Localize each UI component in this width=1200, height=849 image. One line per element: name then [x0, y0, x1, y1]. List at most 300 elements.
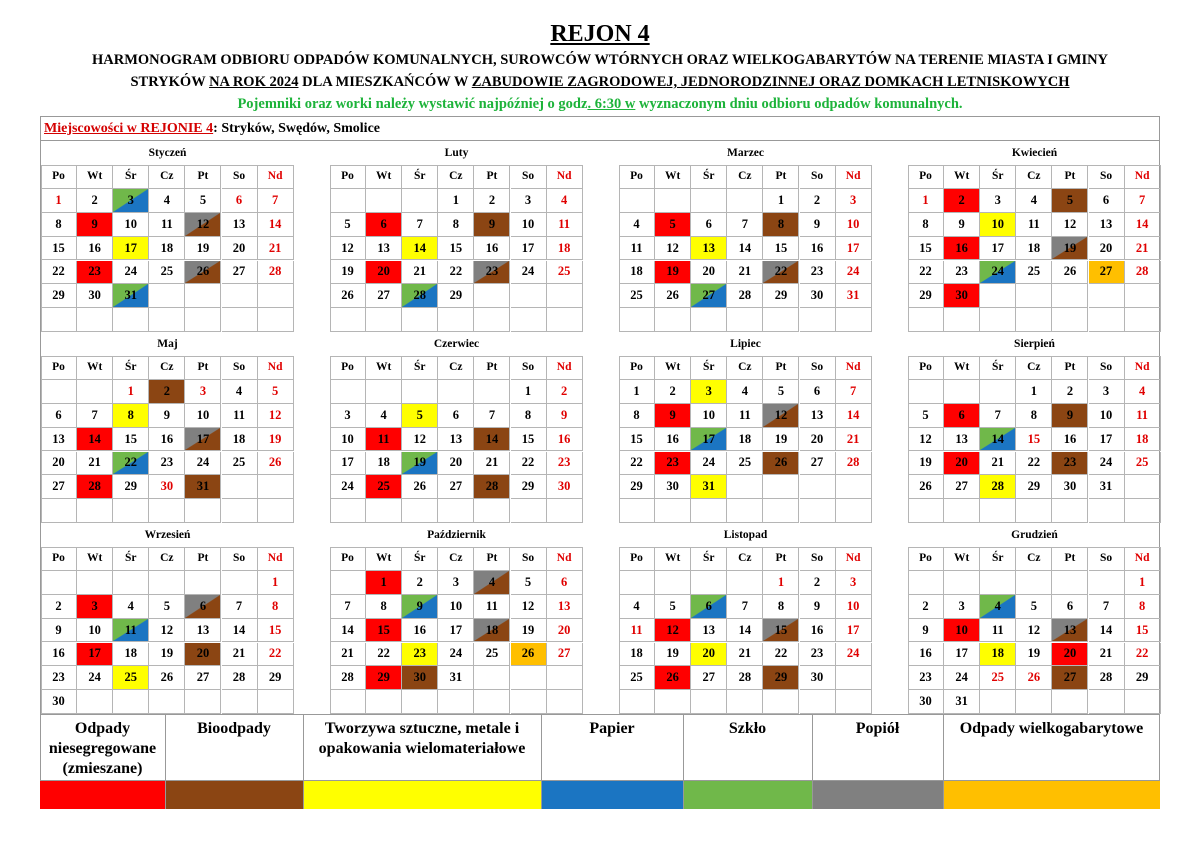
day-cell: 5 — [763, 380, 799, 404]
day-cell: 4 — [619, 213, 655, 237]
empty-cell — [41, 308, 77, 332]
empty-cell — [222, 475, 258, 499]
legend-separator — [165, 715, 166, 809]
legend-label: Szkło — [728, 720, 767, 737]
day-cell: 27 — [691, 284, 727, 308]
month-title: Marzec — [726, 147, 765, 159]
day-cell: 11 — [222, 404, 258, 428]
day-cell: 17 — [980, 237, 1016, 261]
empty-cell — [944, 499, 980, 523]
weekday-header: Po — [41, 165, 77, 189]
day-cell: 23 — [77, 261, 113, 285]
legend-label: Odpady wielkogabarytowe — [959, 720, 1144, 737]
day-cell: 21 — [836, 428, 872, 452]
day-cell: 23 — [800, 643, 836, 667]
day-cell: 9 — [800, 213, 836, 237]
weekday-header: So — [511, 356, 547, 380]
day-cell: 28 — [727, 666, 763, 690]
empty-cell — [185, 308, 221, 332]
empty-cell — [908, 380, 944, 404]
day-cell: 14 — [727, 237, 763, 261]
day-cell: 3 — [980, 189, 1016, 213]
day-cell: 16 — [77, 237, 113, 261]
day-cell: 24 — [944, 666, 980, 690]
day-cell: 19 — [185, 237, 221, 261]
weekday-header: So — [511, 165, 547, 189]
day-cell: 3 — [836, 571, 872, 595]
month-4 — [908, 141, 1161, 332]
day-cell: 5 — [330, 213, 366, 237]
empty-cell — [77, 308, 113, 332]
empty-cell — [402, 189, 438, 213]
day-cell: 22 — [366, 643, 402, 667]
day-cell: 2 — [908, 595, 944, 619]
weekday-header: Pt — [185, 356, 221, 380]
empty-cell — [366, 308, 402, 332]
weekday-header: Wt — [77, 356, 113, 380]
empty-cell — [222, 571, 258, 595]
day-cell: 6 — [691, 213, 727, 237]
empty-cell — [1125, 284, 1161, 308]
empty-cell — [691, 308, 727, 332]
month-1 — [41, 141, 294, 332]
empty-cell — [149, 284, 185, 308]
weekday-header: Nd — [1125, 165, 1161, 189]
weekday-header: Pt — [1052, 356, 1088, 380]
weekday-header: Śr — [402, 547, 438, 571]
empty-cell — [402, 499, 438, 523]
empty-cell — [474, 666, 510, 690]
day-cell: 1 — [511, 380, 547, 404]
day-cell: 9 — [944, 213, 980, 237]
day-cell: 4 — [366, 404, 402, 428]
day-cell: 12 — [908, 428, 944, 452]
empty-cell — [944, 308, 980, 332]
legend-swatch — [943, 780, 1160, 809]
day-cell: 11 — [980, 619, 1016, 643]
day-cell: 24 — [113, 261, 149, 285]
empty-cell — [330, 380, 366, 404]
day-cell: 2 — [41, 595, 77, 619]
day-cell: 24 — [330, 475, 366, 499]
day-cell: 18 — [1016, 237, 1052, 261]
day-cell: 12 — [185, 213, 221, 237]
day-cell: 10 — [185, 404, 221, 428]
empty-cell — [980, 690, 1016, 714]
empty-cell — [1016, 499, 1052, 523]
day-cell: 17 — [77, 643, 113, 667]
empty-cell — [1052, 499, 1088, 523]
weekday-header: Wt — [944, 165, 980, 189]
day-cell: 24 — [77, 666, 113, 690]
weekday-header: Wt — [366, 165, 402, 189]
day-cell: 15 — [438, 237, 474, 261]
day-cell: 18 — [619, 261, 655, 285]
weekday-header: So — [800, 356, 836, 380]
day-cell: 21 — [77, 452, 113, 476]
day-cell: 12 — [1052, 213, 1088, 237]
empty-cell — [1016, 308, 1052, 332]
day-cell: 3 — [113, 189, 149, 213]
empty-cell — [800, 499, 836, 523]
day-cell: 8 — [258, 595, 294, 619]
empty-cell — [77, 380, 113, 404]
empty-cell — [547, 499, 583, 523]
day-cell: 17 — [113, 237, 149, 261]
day-cell: 20 — [944, 452, 980, 476]
day-cell: 14 — [1089, 619, 1125, 643]
empty-cell — [980, 499, 1016, 523]
empty-cell — [547, 284, 583, 308]
empty-cell — [113, 499, 149, 523]
day-cell: 3 — [511, 189, 547, 213]
day-cell: 19 — [655, 261, 691, 285]
day-cell: 1 — [763, 189, 799, 213]
day-cell: 16 — [402, 619, 438, 643]
weekday-header: Nd — [547, 165, 583, 189]
empty-cell — [402, 690, 438, 714]
weekday-header: Wt — [77, 547, 113, 571]
empty-cell — [185, 690, 221, 714]
day-cell: 24 — [438, 643, 474, 667]
empty-cell — [222, 690, 258, 714]
day-cell: 26 — [330, 284, 366, 308]
day-cell: 7 — [1089, 595, 1125, 619]
day-cell: 13 — [1052, 619, 1088, 643]
month-12 — [908, 523, 1161, 714]
weekday-header: Cz — [438, 165, 474, 189]
day-cell: 14 — [77, 428, 113, 452]
empty-cell — [258, 475, 294, 499]
weekday-header: Wt — [655, 356, 691, 380]
day-cell: 9 — [149, 404, 185, 428]
day-cell: 8 — [1016, 404, 1052, 428]
day-cell: 14 — [727, 619, 763, 643]
empty-cell — [727, 475, 763, 499]
weekday-header: Po — [908, 165, 944, 189]
weekday-header: Pt — [1052, 547, 1088, 571]
empty-cell — [77, 571, 113, 595]
day-cell: 27 — [800, 452, 836, 476]
month-title: Lipiec — [730, 338, 761, 350]
day-cell: 5 — [258, 380, 294, 404]
weekday-header: Śr — [691, 165, 727, 189]
day-cell: 9 — [402, 595, 438, 619]
empty-cell — [1052, 571, 1088, 595]
day-cell: 27 — [366, 284, 402, 308]
day-cell: 9 — [1052, 404, 1088, 428]
day-cell: 9 — [77, 213, 113, 237]
day-cell: 29 — [113, 475, 149, 499]
day-cell: 5 — [908, 404, 944, 428]
month-title: Grudzień — [1011, 529, 1058, 541]
day-cell: 21 — [980, 452, 1016, 476]
empty-cell — [1125, 690, 1161, 714]
day-cell: 25 — [1125, 452, 1161, 476]
day-cell: 21 — [727, 643, 763, 667]
empty-cell — [438, 380, 474, 404]
day-cell: 27 — [1052, 666, 1088, 690]
day-cell: 16 — [908, 643, 944, 667]
legend-label: Papier — [589, 720, 635, 737]
day-cell: 3 — [944, 595, 980, 619]
weekday-header: So — [222, 356, 258, 380]
day-cell: 18 — [113, 643, 149, 667]
day-cell: 6 — [185, 595, 221, 619]
empty-cell — [149, 308, 185, 332]
empty-cell — [402, 380, 438, 404]
day-cell: 18 — [619, 643, 655, 667]
legend-item — [541, 715, 683, 809]
empty-cell — [655, 690, 691, 714]
month-6 — [330, 332, 583, 523]
weekday-header: Pt — [185, 165, 221, 189]
day-cell: 11 — [619, 619, 655, 643]
day-cell: 19 — [511, 619, 547, 643]
empty-cell — [41, 571, 77, 595]
day-cell: 16 — [41, 643, 77, 667]
day-cell: 7 — [980, 404, 1016, 428]
weekday-header: Cz — [1016, 547, 1052, 571]
day-cell: 4 — [474, 571, 510, 595]
day-cell: 10 — [77, 619, 113, 643]
day-cell: 28 — [402, 284, 438, 308]
empty-cell — [1125, 475, 1161, 499]
empty-cell — [727, 571, 763, 595]
day-cell: 26 — [1052, 261, 1088, 285]
weekday-header: Cz — [727, 547, 763, 571]
empty-cell — [655, 189, 691, 213]
legend-item — [812, 715, 943, 809]
weekday-header: Wt — [944, 356, 980, 380]
day-cell: 26 — [149, 666, 185, 690]
day-cell: 25 — [547, 261, 583, 285]
day-cell: 31 — [944, 690, 980, 714]
day-cell: 11 — [474, 595, 510, 619]
weekday-header: Nd — [547, 356, 583, 380]
empty-cell — [113, 308, 149, 332]
day-cell: 27 — [1089, 261, 1125, 285]
day-cell: 15 — [619, 428, 655, 452]
day-cell: 18 — [149, 237, 185, 261]
empty-cell — [547, 666, 583, 690]
day-cell: 29 — [619, 475, 655, 499]
day-cell: 18 — [980, 643, 1016, 667]
empty-cell — [149, 690, 185, 714]
day-cell: 2 — [77, 189, 113, 213]
day-cell: 4 — [547, 189, 583, 213]
day-cell: 5 — [655, 213, 691, 237]
day-cell: 6 — [1052, 595, 1088, 619]
empty-cell — [438, 308, 474, 332]
day-cell: 28 — [330, 666, 366, 690]
day-cell: 15 — [258, 619, 294, 643]
day-cell: 27 — [944, 475, 980, 499]
day-cell: 19 — [1052, 237, 1088, 261]
day-cell: 8 — [763, 213, 799, 237]
day-cell: 29 — [366, 666, 402, 690]
legend-swatch — [683, 780, 812, 809]
day-cell: 8 — [41, 213, 77, 237]
weekday-header: Cz — [149, 547, 185, 571]
day-cell: 13 — [366, 237, 402, 261]
day-cell: 7 — [222, 595, 258, 619]
day-cell: 30 — [800, 666, 836, 690]
day-cell: 11 — [1125, 404, 1161, 428]
day-cell: 2 — [800, 571, 836, 595]
day-cell: 15 — [1125, 619, 1161, 643]
weekday-header: Cz — [727, 165, 763, 189]
day-cell: 4 — [980, 595, 1016, 619]
empty-cell — [511, 308, 547, 332]
day-cell: 14 — [330, 619, 366, 643]
month-7 — [619, 332, 872, 523]
day-cell: 17 — [438, 619, 474, 643]
legend-item — [943, 715, 1160, 809]
day-cell: 16 — [944, 237, 980, 261]
legend-item — [165, 715, 303, 809]
weekday-header: Cz — [727, 356, 763, 380]
empty-cell — [438, 499, 474, 523]
day-cell: 7 — [77, 404, 113, 428]
empty-cell — [366, 189, 402, 213]
day-cell: 10 — [691, 404, 727, 428]
day-cell: 12 — [258, 404, 294, 428]
subtitle-line2: STRYKÓW NA ROK 2024 DLA MIESZKAŃCÓW W ZABUDOWIE ZAGRODOWEJ, JEDNORODZINNEJ ORAZ DOMKACH LETNISKOWYCH — [130, 74, 1070, 90]
weekday-header: Śr — [980, 547, 1016, 571]
day-cell: 31 — [185, 475, 221, 499]
empty-cell — [222, 284, 258, 308]
day-cell: 9 — [547, 404, 583, 428]
day-cell: 24 — [185, 452, 221, 476]
weekday-header: Wt — [366, 547, 402, 571]
day-cell: 13 — [185, 619, 221, 643]
weekday-header: Pt — [474, 356, 510, 380]
day-cell: 25 — [113, 666, 149, 690]
day-cell: 16 — [547, 428, 583, 452]
day-cell: 23 — [800, 261, 836, 285]
day-cell: 16 — [800, 237, 836, 261]
day-cell: 10 — [113, 213, 149, 237]
day-cell: 7 — [727, 595, 763, 619]
empty-cell — [1089, 308, 1125, 332]
empty-cell — [908, 499, 944, 523]
day-cell: 31 — [438, 666, 474, 690]
month-title: Kwiecień — [1011, 147, 1058, 159]
location-line: Miejscowości w REJONIE 4: Stryków, Swędów, Smolice — [44, 121, 380, 136]
day-cell: 11 — [1016, 213, 1052, 237]
month-title: Listopad — [723, 529, 768, 541]
empty-cell — [763, 308, 799, 332]
day-cell: 23 — [1052, 452, 1088, 476]
day-cell: 3 — [836, 189, 872, 213]
empty-cell — [222, 499, 258, 523]
month-title: Styczeń — [148, 147, 187, 159]
day-cell: 19 — [763, 428, 799, 452]
month-11 — [619, 523, 872, 714]
day-cell: 1 — [113, 380, 149, 404]
day-cell: 29 — [511, 475, 547, 499]
day-cell: 25 — [980, 666, 1016, 690]
day-cell: 28 — [222, 666, 258, 690]
day-cell: 14 — [980, 428, 1016, 452]
day-cell: 23 — [547, 452, 583, 476]
legend-separator — [541, 715, 542, 809]
empty-cell — [691, 690, 727, 714]
day-cell: 13 — [691, 619, 727, 643]
empty-cell — [800, 475, 836, 499]
day-cell: 10 — [836, 595, 872, 619]
day-cell: 17 — [330, 452, 366, 476]
empty-cell — [908, 571, 944, 595]
day-cell: 5 — [402, 404, 438, 428]
day-cell: 11 — [619, 237, 655, 261]
day-cell: 3 — [185, 380, 221, 404]
day-cell: 29 — [763, 666, 799, 690]
empty-cell — [619, 499, 655, 523]
day-cell: 16 — [474, 237, 510, 261]
weekday-header: Nd — [1125, 547, 1161, 571]
weekday-header: Po — [330, 356, 366, 380]
day-cell: 17 — [836, 619, 872, 643]
month-title: Czerwiec — [433, 338, 480, 350]
empty-cell — [691, 499, 727, 523]
day-cell: 6 — [41, 404, 77, 428]
legend-separator — [303, 715, 304, 809]
day-cell: 20 — [222, 237, 258, 261]
day-cell: 22 — [1016, 452, 1052, 476]
day-cell: 7 — [402, 213, 438, 237]
day-cell: 22 — [763, 261, 799, 285]
weekday-header: So — [1089, 547, 1125, 571]
day-cell: 6 — [438, 404, 474, 428]
day-cell: 15 — [511, 428, 547, 452]
empty-cell — [980, 284, 1016, 308]
day-cell: 1 — [1125, 571, 1161, 595]
legend-swatch — [541, 780, 683, 809]
day-cell: 21 — [474, 452, 510, 476]
day-cell: 26 — [763, 452, 799, 476]
weekday-header: Po — [330, 547, 366, 571]
empty-cell — [1125, 308, 1161, 332]
day-cell: 5 — [149, 595, 185, 619]
day-cell: 20 — [185, 643, 221, 667]
day-cell: 30 — [77, 284, 113, 308]
weekday-header: Śr — [402, 165, 438, 189]
day-cell: 31 — [691, 475, 727, 499]
day-cell: 14 — [222, 619, 258, 643]
empty-cell — [474, 284, 510, 308]
empty-cell — [77, 690, 113, 714]
empty-cell — [547, 308, 583, 332]
month-8 — [908, 332, 1161, 523]
month-10 — [330, 523, 583, 714]
day-cell: 25 — [619, 666, 655, 690]
weekday-header: Śr — [113, 356, 149, 380]
weekday-header: So — [222, 165, 258, 189]
empty-cell — [655, 571, 691, 595]
day-cell: 12 — [511, 595, 547, 619]
day-cell: 6 — [944, 404, 980, 428]
day-cell: 26 — [511, 643, 547, 667]
weekday-header: Po — [41, 356, 77, 380]
legend-separator — [812, 715, 813, 809]
empty-cell — [763, 690, 799, 714]
weekday-header: So — [222, 547, 258, 571]
day-cell: 26 — [655, 284, 691, 308]
day-cell: 6 — [691, 595, 727, 619]
day-cell: 31 — [113, 284, 149, 308]
